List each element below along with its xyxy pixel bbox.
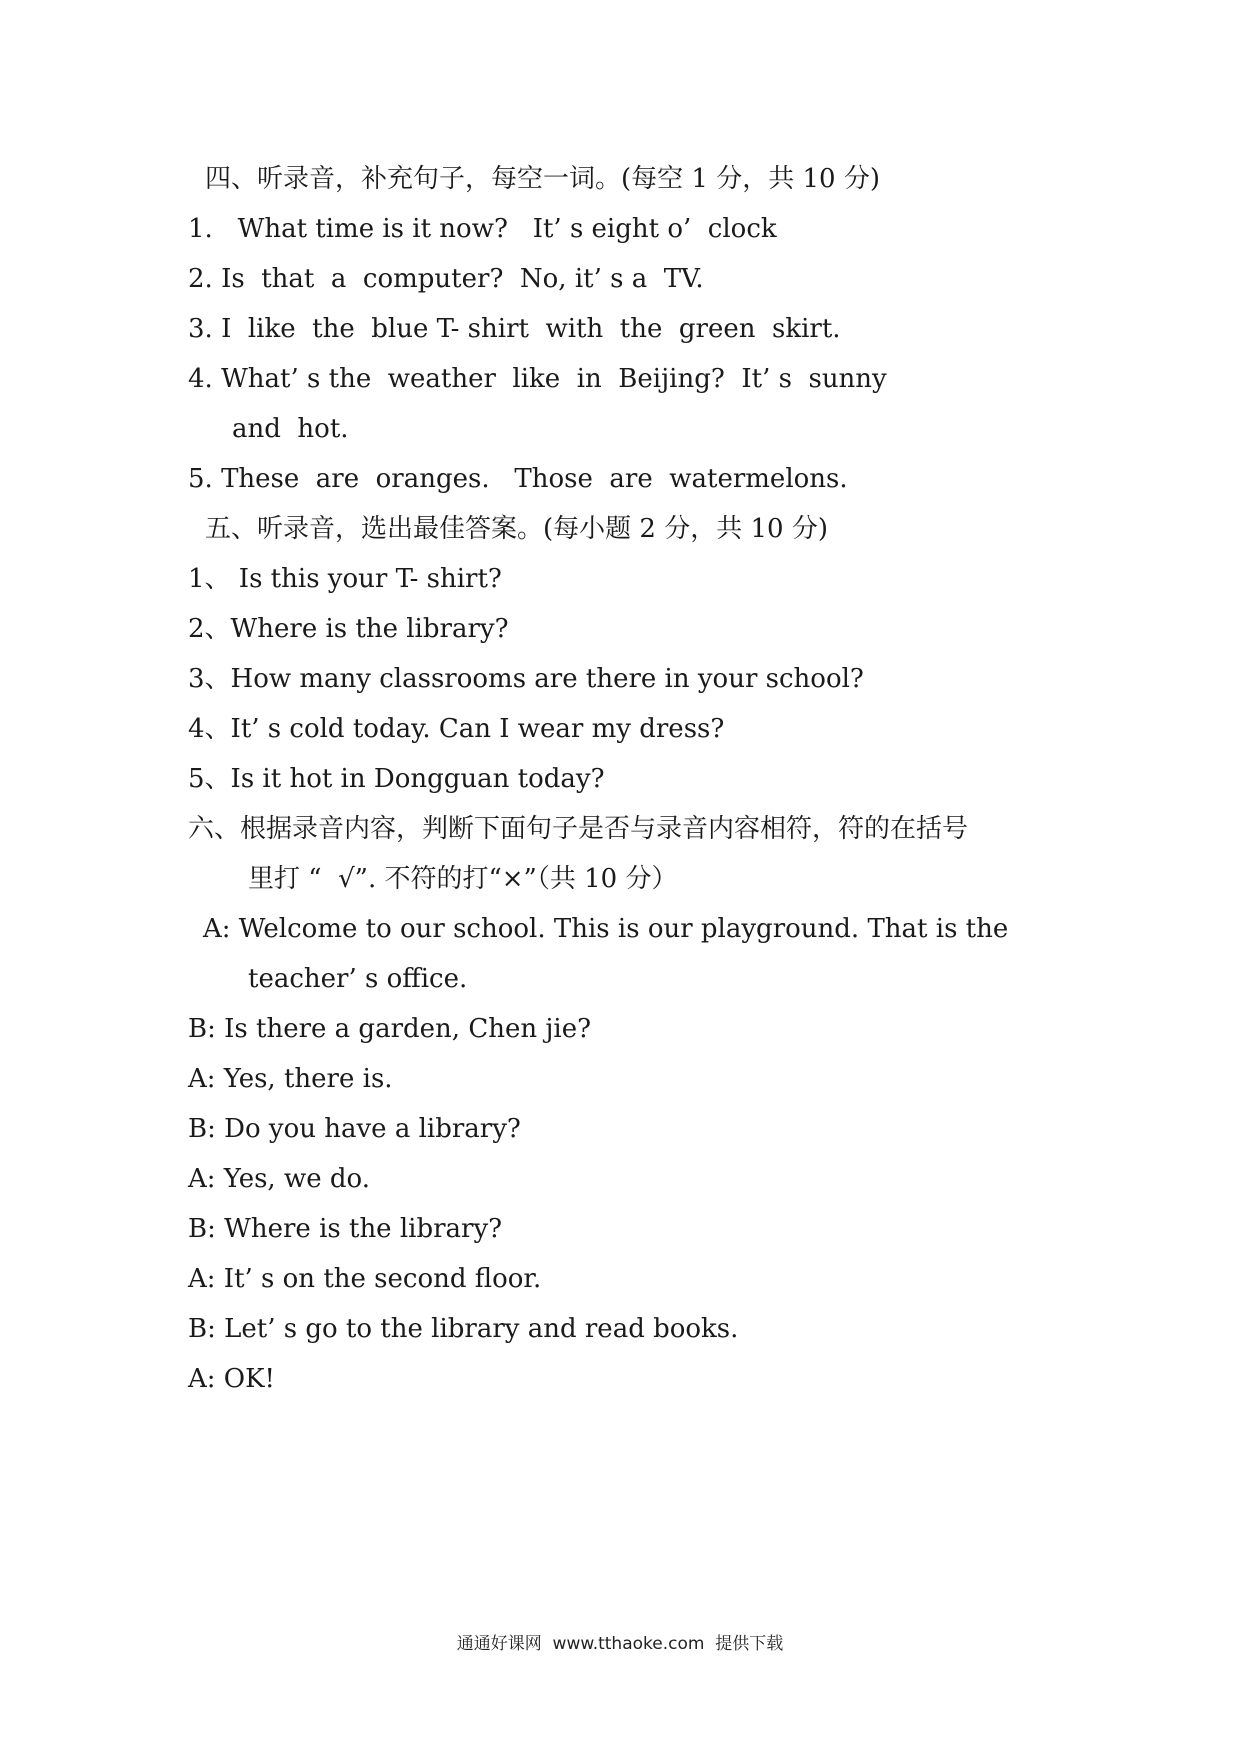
section-4-item-4: 4. What’ s the weather like in Beijing? It’ s sunny [188,364,887,394]
section-4-item-5: 5. These are oranges. Those are watermelons. [188,464,848,494]
section-5-item-5: 5、Is it hot in Dongguan today? [188,764,605,794]
dialogue-line-3: A: Yes, there is. [188,1064,393,1094]
dialogue-line-6: B: Where is the library? [188,1214,503,1244]
section-4-item-1: 1. What time is it now? It’ s eight o’ clock [188,214,777,244]
dialogue-line-2: B: Is there a garden, Chen jie? [188,1014,592,1044]
section-4-item-4-continued: and hot. [232,414,349,444]
dialogue-line-1-continued: teacher’ s office. [248,964,468,994]
section-5-item-1: 1、 Is this your T- shirt? [188,564,502,594]
section-4-item-3: 3. I like the blue T- shirt with the green skirt. [188,314,841,344]
dialogue-line-7: A: It’ s on the second floor. [188,1264,542,1294]
page-footer: 通通好课网 www.tthaoke.com 提供下载 [456,1634,784,1654]
section-4-item-2: 2. Is that a computer? No, it’ s a TV. [188,264,704,294]
section-5-heading: 五、听录音，选出最佳答案。(每小题 2 分，共 10 分) [205,514,828,544]
section-5-item-3: 3、How many classrooms are there in your school? [188,664,864,694]
dialogue-line-1: A: Welcome to our school. This is our playground. That is the [203,914,1009,944]
dialogue-line-4: B: Do you have a library? [188,1114,521,1144]
dialogue-line-9: A: OK! [188,1364,275,1394]
section-6-heading-line-2: 里打 “ √”. 不符的打“×”（共 10 分） [248,864,678,894]
dialogue-line-8: B: Let’ s go to the library and read books. [188,1314,739,1344]
dialogue-line-5: A: Yes, we do. [188,1164,370,1194]
section-5-item-4: 4、It’ s cold today. Can I wear my dress? [188,714,725,744]
section-4-heading: 四、听录音，补充句子，每空一词。(每空 1 分，共 10 分) [205,164,880,194]
section-6-heading-line-1: 六、根据录音内容，判断下面句子是否与录音内容相符，符的在括号 [188,814,969,844]
section-5-item-2: 2、Where is the library? [188,614,509,644]
